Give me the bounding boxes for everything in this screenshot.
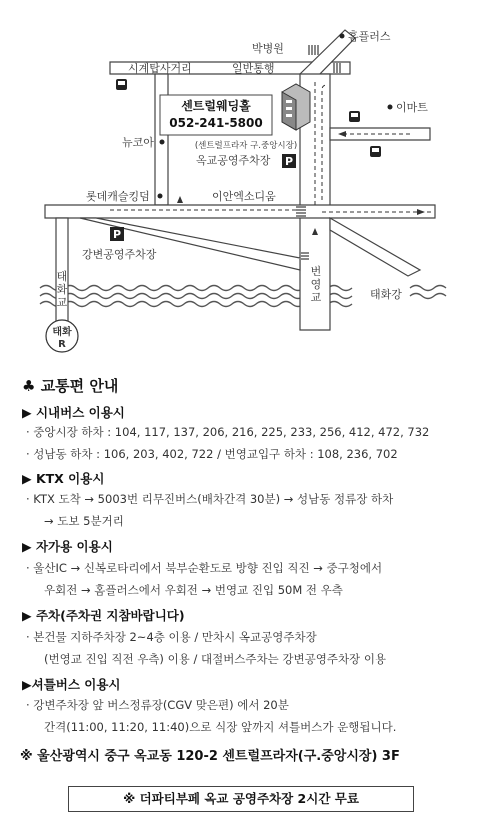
taehwa-rotary-line2: R (58, 339, 66, 350)
ktx-line-2: → 도보 5분거리 (44, 514, 124, 528)
label-sigyetap: 시계탑사거리 (128, 62, 192, 75)
label-parkbyeongwon: 박병원 (252, 42, 284, 55)
shuttle-line-2: 간격(11:00, 11:20, 11:40)으로 식장 앞까지 셔틀버스가 운행됩니다. (44, 720, 397, 734)
svg-text:P: P (284, 155, 294, 168)
road-lower (45, 205, 435, 218)
building-icon (282, 84, 310, 130)
label-taehwagyo (57, 269, 68, 309)
section-head-shuttle: ▶셔틀버스 이용시 (22, 677, 121, 692)
section-head-bus: ▶ 시내버스 이용시 (22, 405, 125, 420)
svg-text:P: P (112, 228, 122, 241)
coupon-box: ※ 더파티부페 옥교 공영주차장 2시간 무료 (68, 786, 414, 812)
label-emart: 이마트 (396, 101, 428, 114)
road-diagonal (80, 218, 300, 270)
label-iane: 이안엑소디움 (212, 190, 276, 203)
svg-text:번영교: 번 영 교 (310, 265, 322, 304)
car-line-2: 우회전 → 홈플러스에서 우회전 → 번영교 진입 50M 전 우측 (44, 583, 343, 597)
label-ilbantong: 일반통행 (232, 62, 275, 75)
bus-line-1: · 중앙시장 하차 : 104, 117, 137, 206, 216, 225, 233, 256, 412, 472, 732 (26, 425, 430, 439)
section-head-parking: ▶ 주차(주차권 지참바랍니다) (22, 608, 185, 623)
shuttle-line-1: · 강변주차장 앞 버스정류장(CGV 맞은편) 에서 20분 (26, 698, 289, 712)
section-head-car: ▶ 자가용 이용시 (22, 539, 113, 554)
label-homeplus: 홈플러스 (348, 30, 391, 43)
venue-name: 센트럴웨딩홀 (181, 99, 251, 113)
label-okgyo-parking: 옥교공영주차장 (196, 154, 271, 167)
guide-title: ♣ 교통편 안내 (22, 377, 119, 395)
roads (45, 30, 435, 330)
label-gangbyeon-parking: 강변공영주차장 (82, 248, 157, 261)
venue-sub: (센트럴프라자 구.중앙시장) (194, 141, 298, 151)
car-line-1: · 울산IC → 신복로타리에서 북부순환도로 방향 진입 직진 → 중구청에서 (26, 561, 383, 575)
label-beonyeonggyo (311, 264, 322, 304)
venue-phone: 052-241-5800 (169, 116, 263, 130)
label-taehwagang: 태화강 (370, 288, 402, 301)
address: ※ 울산광역시 중구 옥교동 120-2 센트럴프라자(구.중앙시장) 3F (20, 749, 400, 764)
taehwa-rotary-line1: 태화 (52, 327, 72, 338)
section-head-ktx: ▶ KTX 이용시 (22, 471, 105, 486)
location-map (0, 0, 480, 360)
label-lotte: 롯데캐슬킹덤 (86, 190, 150, 203)
svg-text:태화교: 태 화 교 (56, 270, 68, 309)
parking-line-2: (번영교 진입 직전 우측) 이용 / 대절버스주차는 강변공영주차장 이용 (44, 652, 387, 666)
parking-line-1: · 본건물 지하주차장 2~4층 이용 / 만차시 옥교공영주차장 (26, 630, 317, 644)
label-newcore: 뉴코아 (122, 136, 154, 149)
ktx-line-1: · KTX 도착 → 5003번 리무진버스(배차간격 30분) → 성남동 정류장 하차 (26, 492, 394, 506)
road-vertical-left (155, 74, 168, 205)
club-icon: ♣ (22, 377, 36, 395)
bus-line-2: · 성남동 하차 : 106, 203, 402, 722 / 번영교입구 하차 : 108, 236, 702 (26, 447, 398, 461)
